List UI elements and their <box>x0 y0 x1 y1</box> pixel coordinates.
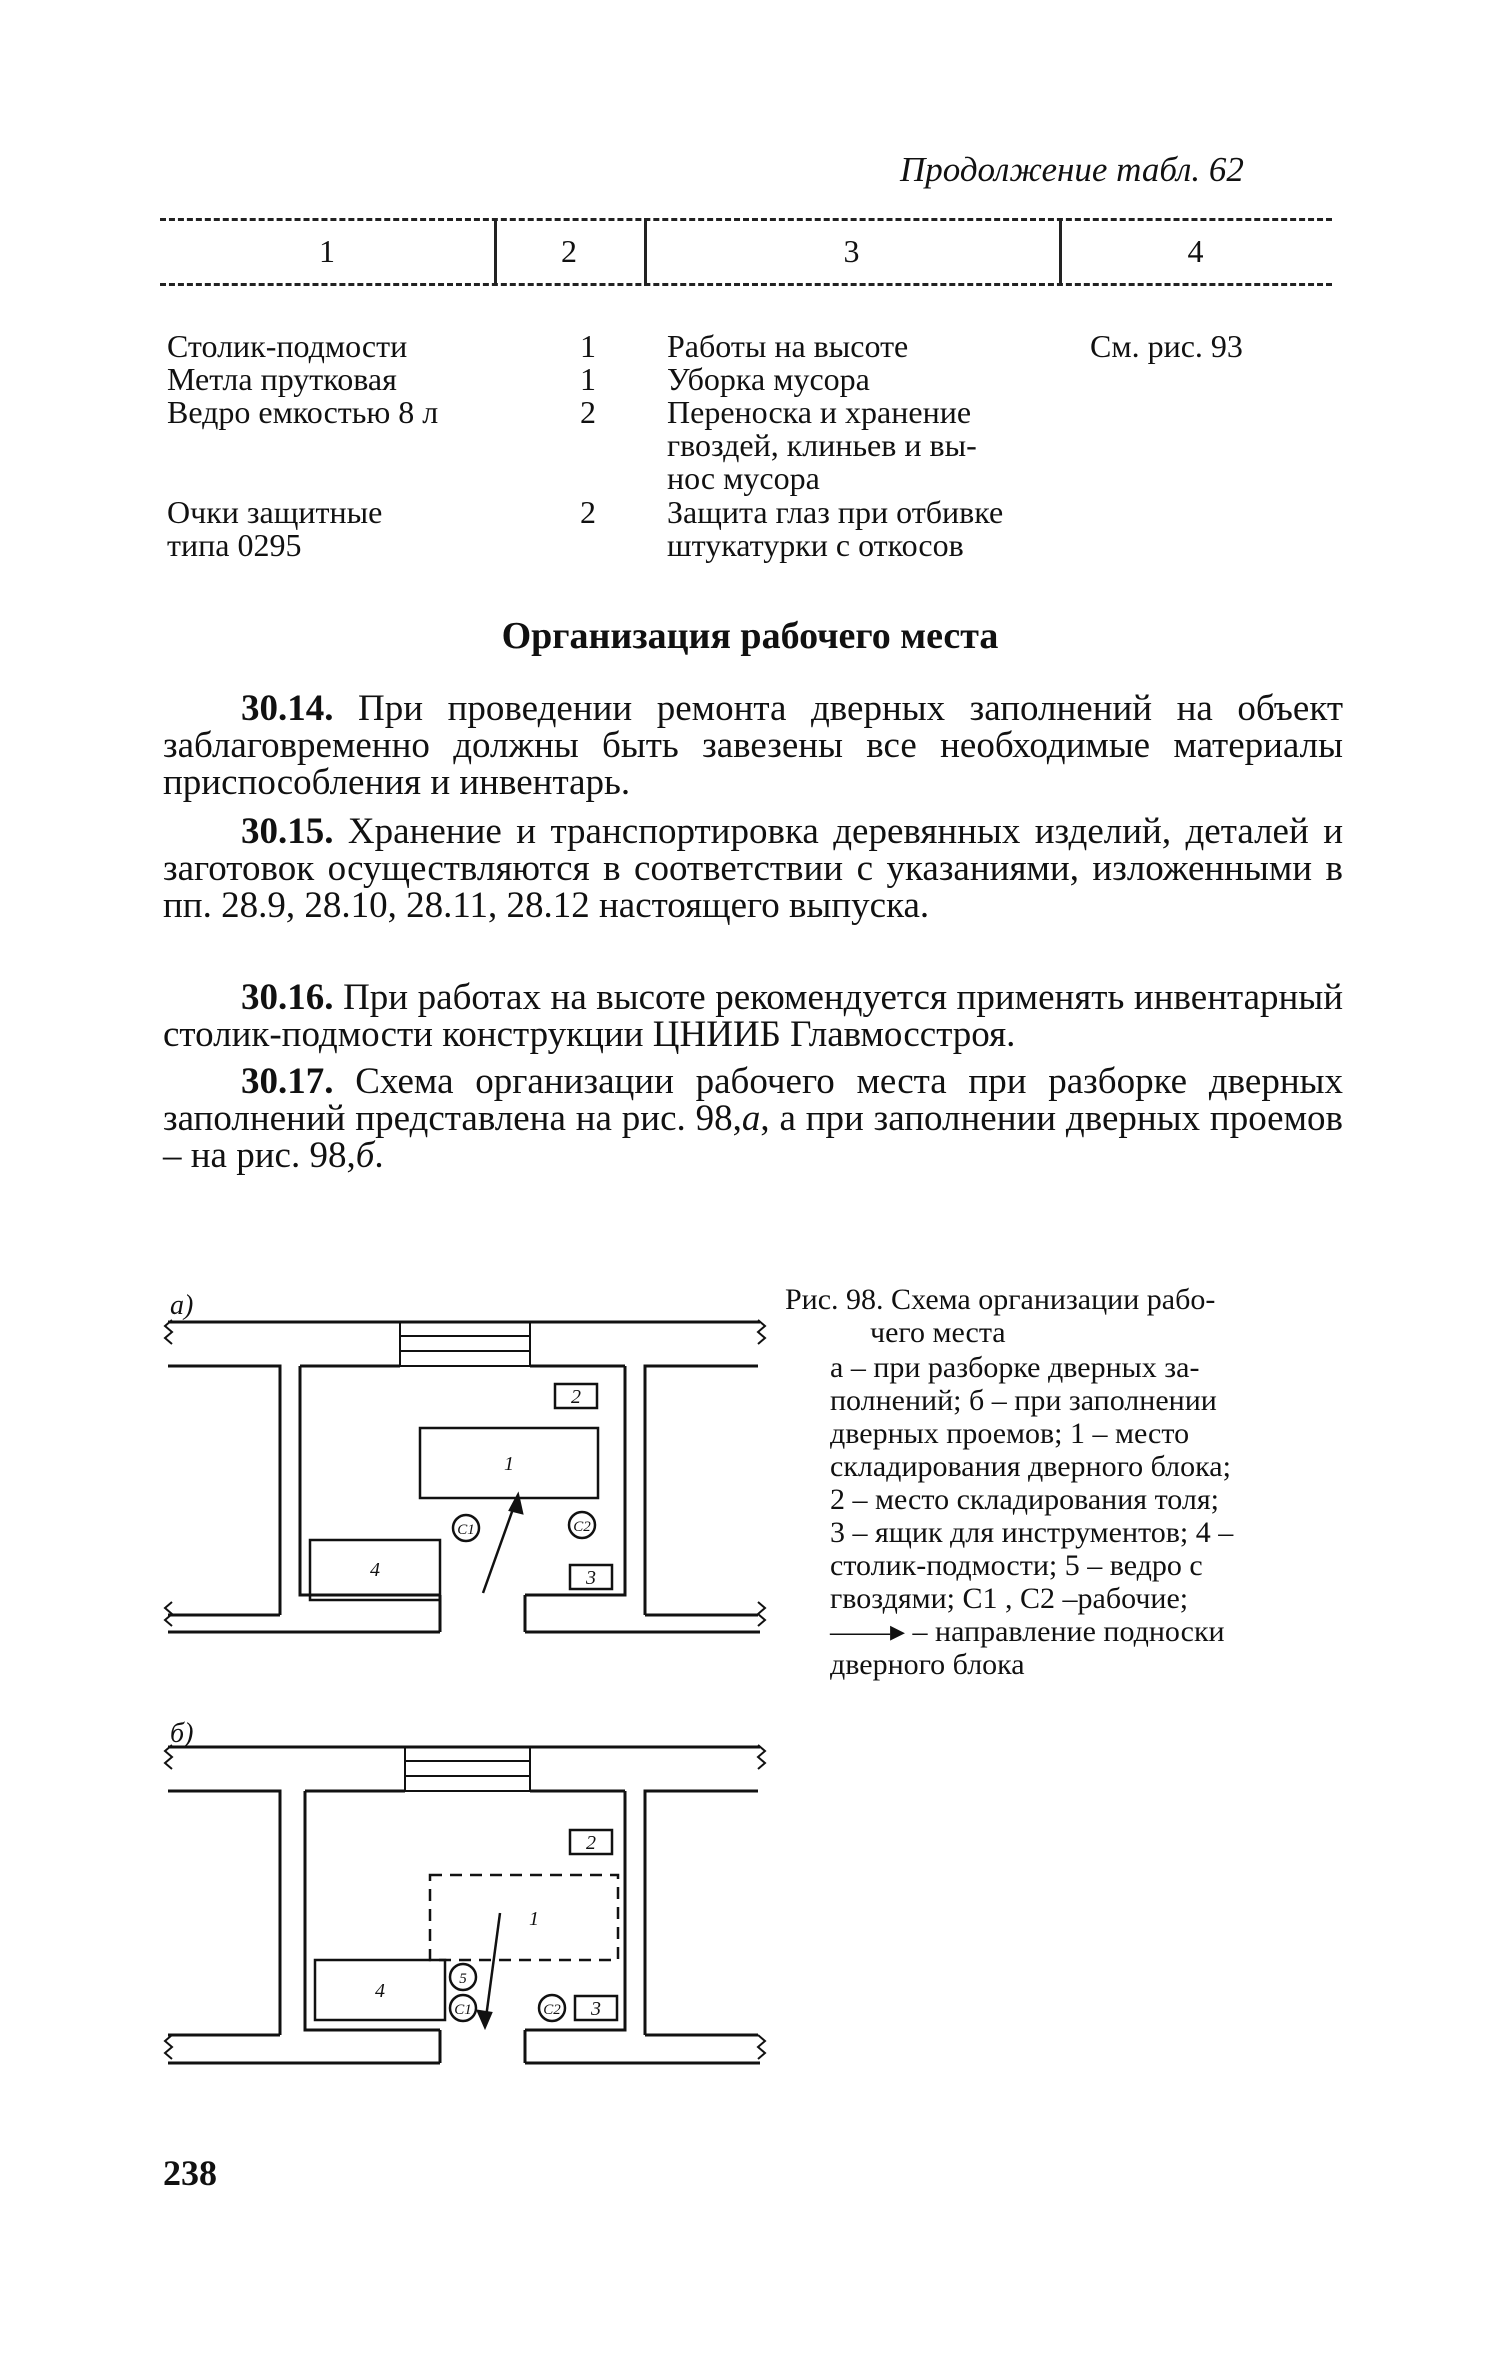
label-c1-a: C1 <box>457 1522 475 1538</box>
figure-ref-b: б <box>355 1135 375 1176</box>
table-cell-name-line: Очки защитные <box>167 494 383 530</box>
label-2-b: 2 <box>586 1832 596 1854</box>
table-cell-name: Ведро емкостью 8 л <box>167 394 439 430</box>
caption-line: дверных проемов; 1 – место <box>830 1417 1190 1450</box>
paragraph-text: . <box>374 1135 384 1176</box>
paragraph-text: При работах на высоте рекомендуется применять инвентарный столик-подмости конструкции ЦНИИБ Главмосстроя. <box>163 977 1343 1055</box>
workplace-scheme-b <box>150 1735 780 2135</box>
table-cell-note: См. рис. 93 <box>1090 328 1243 364</box>
column-number-4: 4 <box>1187 233 1204 269</box>
column-number-2: 2 <box>561 233 577 269</box>
table-cell-purpose-line: Переноска и хранение <box>667 394 972 430</box>
table-top-rule <box>160 218 1332 221</box>
paragraph-number: 30.16. <box>241 977 334 1018</box>
caption-line: дверного блока <box>830 1648 1025 1681</box>
table-cell-purpose-line: нос мусора <box>667 460 820 496</box>
table-cell-name: Метла прутковая <box>167 361 397 397</box>
carry-direction-arrow-b <box>485 1913 500 2025</box>
workplace-scheme-a <box>150 1310 780 1690</box>
figure-b-label: б) <box>170 1718 194 1749</box>
table-cell-purpose-line: Защита глаз при отбивке <box>667 494 1004 530</box>
label-3-b: 3 <box>591 1998 601 2020</box>
table-cell-name: Столик-подмости <box>167 328 408 364</box>
caption-line: гвоздями; C1 , C2 –рабочие; <box>830 1582 1189 1615</box>
table-cell-purpose-line: штукатурки с откосов <box>667 527 964 563</box>
paragraph-number: 30.17. <box>241 1061 334 1102</box>
door-block-place-b <box>430 1875 618 1960</box>
table-cell-purpose: Работы на высоте <box>667 328 909 364</box>
caption-line: складирования дверного блока; <box>830 1450 1231 1483</box>
label-c2-b: C2 <box>543 2002 561 2018</box>
paragraph-text: Хранение и транспортировка деревянных изделий, деталей и заготовок осуществляются в соответствии с указаниями, изложенными в пп. 28.9, 28.10, 28.11, 28.12 настоящего выпуска. <box>163 811 1343 926</box>
label-5-b: 5 <box>459 1971 467 1987</box>
label-4-b: 4 <box>375 1980 385 2002</box>
caption-line: а – при разборке дверных за- <box>830 1351 1200 1384</box>
table-cell-qty: 1 <box>580 361 596 397</box>
caption-line: ——▸ – направление подноски <box>830 1615 1225 1648</box>
table-continuation-label: Продолжение табл. 62 <box>900 150 1244 189</box>
table-head-rule <box>160 283 1332 286</box>
label-2-a: 2 <box>571 1386 581 1408</box>
figure-caption-title-2: чего места <box>870 1316 1006 1349</box>
caption-line: 3 – ящик для инструментов; 4 – <box>830 1516 1234 1549</box>
label-c1-b: C1 <box>454 2002 472 2018</box>
paragraph-text: Схема организации рабочего места при разборке дверных заполнений представлена на рис. 98, <box>163 1061 1344 1139</box>
page-number: 238 <box>163 2153 217 2193</box>
column-number-3: 3 <box>843 233 860 269</box>
paragraph-text: , а при заполнении дверных проемов – на рис. 98, <box>163 1098 1343 1176</box>
table-cell-purpose: Уборка мусора <box>667 361 870 397</box>
paragraph-30-17 <box>163 1063 1343 1174</box>
paragraph-text: При проведении ремонта дверных заполнений на объект заблаговременно должны быть завезены все необходимые материалы приспособления и инвентарь. <box>163 688 1343 803</box>
label-4-a: 4 <box>370 1559 380 1581</box>
paragraph-30-15 <box>163 813 1343 924</box>
label-3-a: 3 <box>586 1567 596 1589</box>
table-cell-qty: 1 <box>580 328 596 364</box>
figure-a-label: а) <box>170 1290 194 1321</box>
caption-line: столик-подмости; 5 – ведро с <box>830 1549 1203 1582</box>
table-cell-qty: 2 <box>580 394 596 430</box>
caption-line: полнений; б – при заполнении <box>830 1384 1217 1417</box>
caption-line: 2 – место складирования толя; <box>830 1483 1219 1516</box>
paragraph-number: 30.14. <box>241 688 334 729</box>
section-heading: Организация рабочего места <box>501 615 999 657</box>
paragraph-30-16 <box>163 979 1343 1053</box>
column-number-1: 1 <box>319 233 335 269</box>
figure-caption-title-1: Рис. 98. Схема организации рабо- <box>785 1283 1216 1316</box>
label-c2-a: C2 <box>573 1519 591 1535</box>
table-cell-name-line: типа 0295 <box>167 527 302 563</box>
label-1-a: 1 <box>504 1453 514 1475</box>
paragraph-number: 30.15. <box>241 811 334 852</box>
label-1-b: 1 <box>529 1908 539 1930</box>
figure-ref-a: а <box>741 1098 761 1139</box>
paragraph-30-14 <box>163 690 1343 801</box>
table-cell-purpose-line: гвоздей, клиньев и вы- <box>667 427 977 463</box>
table-cell-qty: 2 <box>580 494 596 530</box>
